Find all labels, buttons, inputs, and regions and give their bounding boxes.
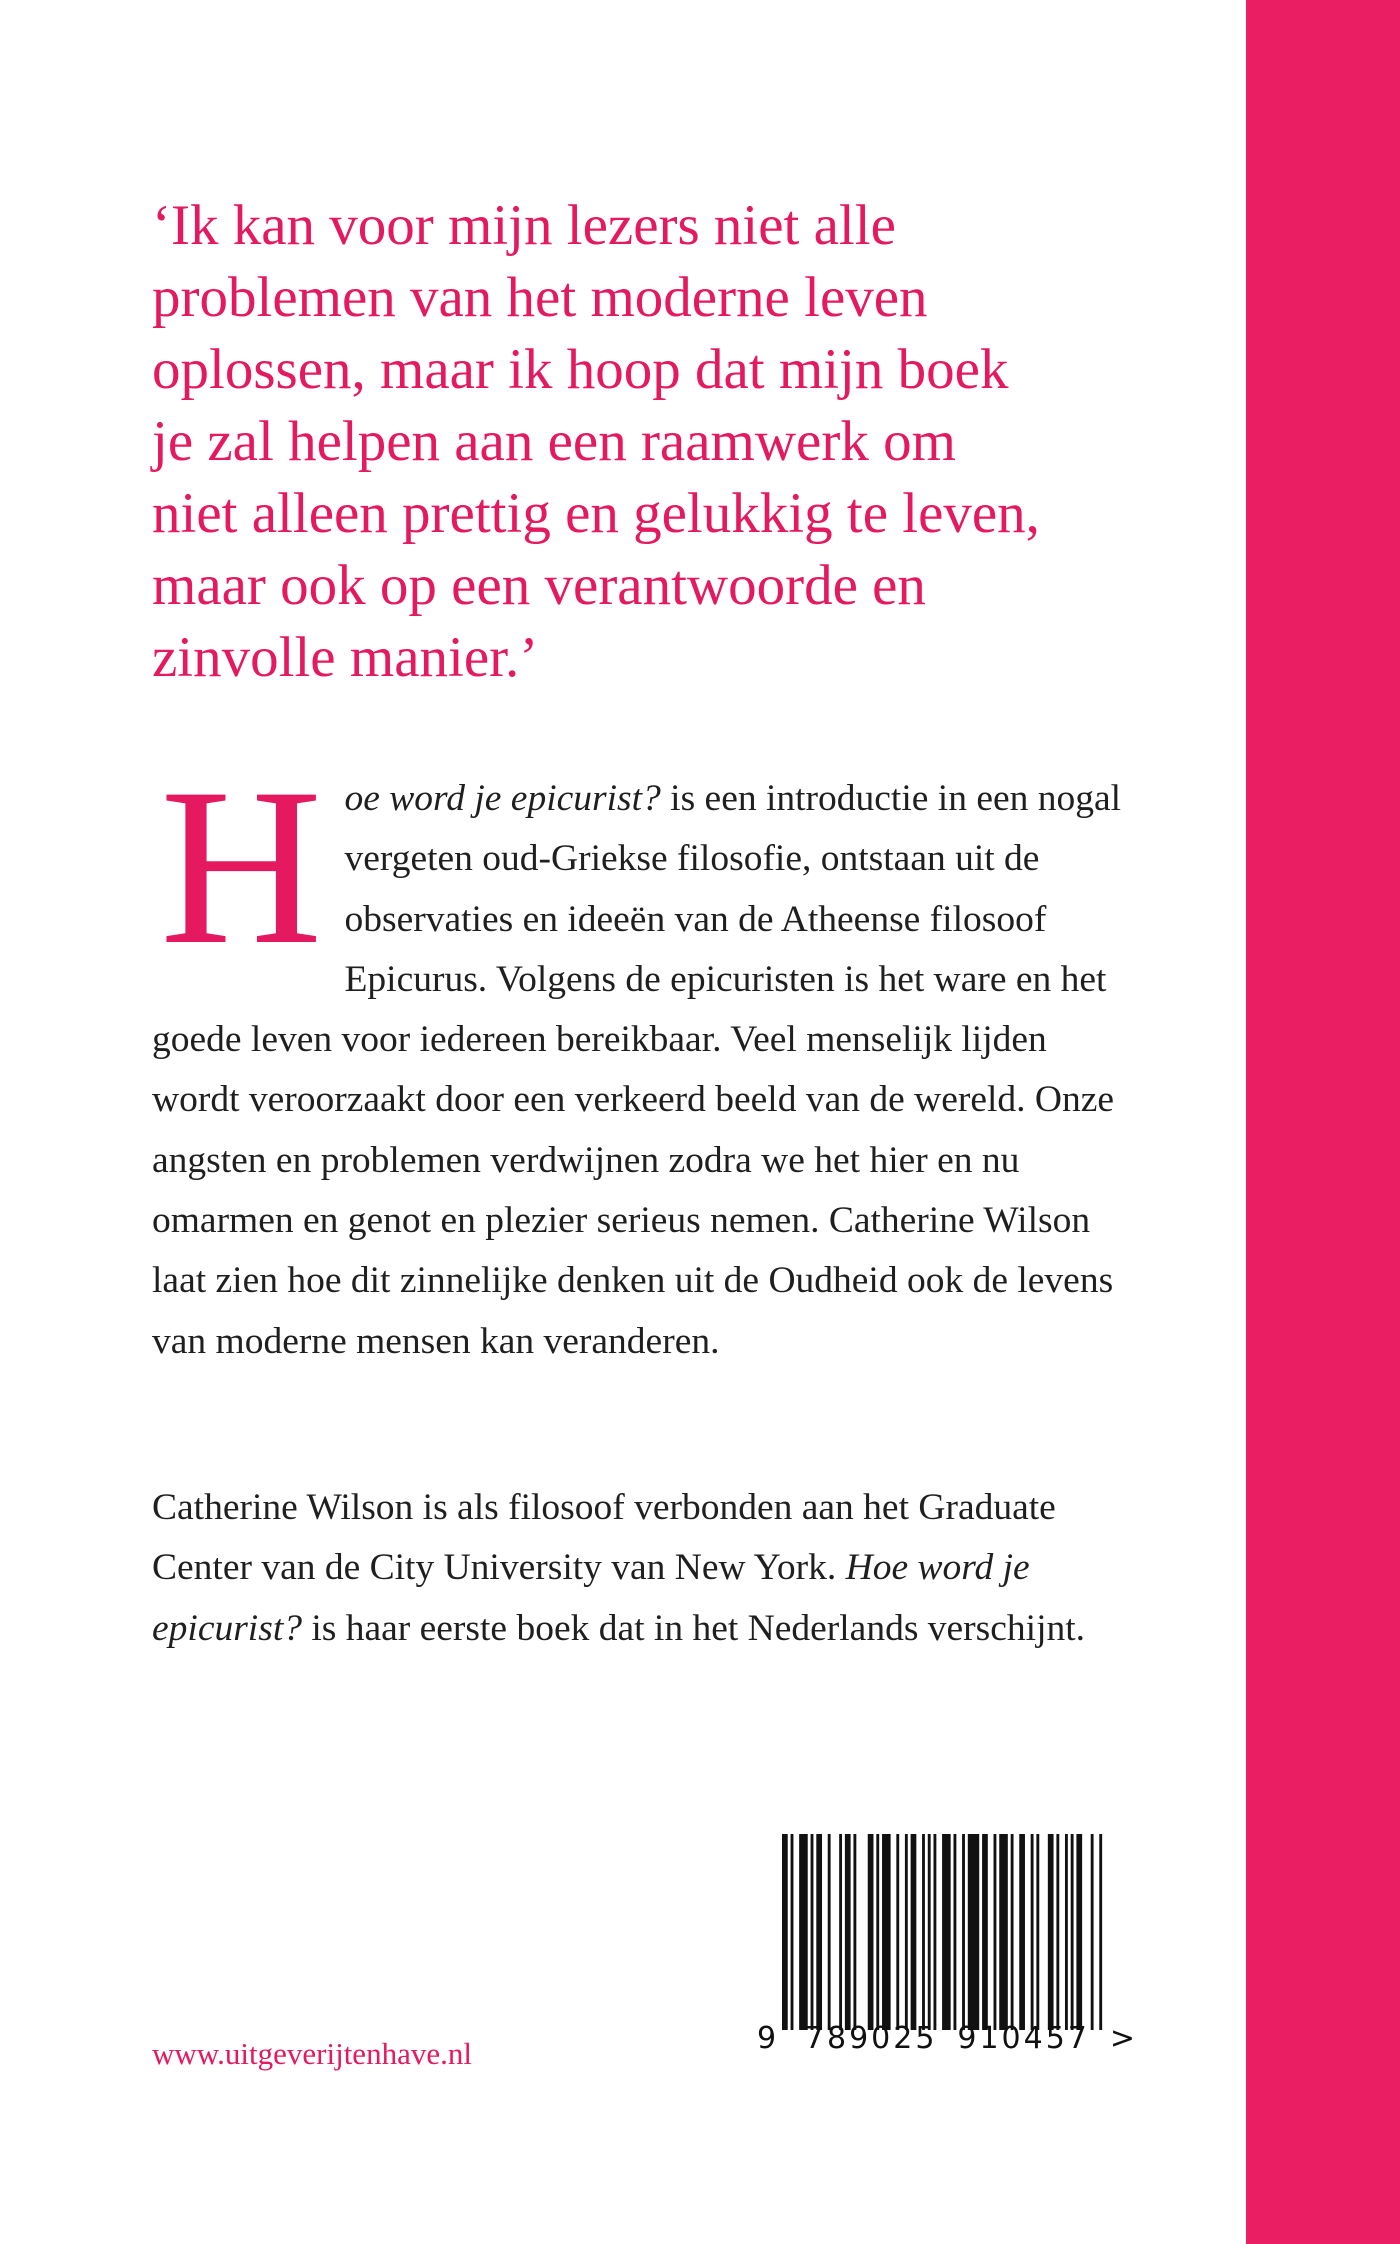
isbn-barcode	[757, 1834, 1135, 2056]
author-bio-paragraph	[152, 1478, 1122, 1659]
bio-text-before: Catherine Wilson is als filosoof verbonden aan het Graduate Center van de City University van New York.	[152, 1487, 1056, 1589]
intro-paragraph	[152, 741, 1122, 1372]
bio-book-title: Hoe word je epicurist?	[152, 1547, 1030, 1649]
intro-text: is een introductie in een nogal vergeten oud-Griekse filosofie, ontstaan uit de observaties en ideeën van de Atheense filosoof Epicurus. Volgens de epicuristen is het ware en het goede leven voor iedereen bereikbaar. Veel menselijk lijden wordt veroorzaakt door een verkeerd beeld van de wereld. Onze angsten en problemen verdwijnen zodra we het hier en nu omarmen en genot en plezier serieus nemen. Catherine Wilson laat zien hoe dit zinnelijke denken uit de Oudheid ook de levens van moderne mensen kan veranderen.	[152, 778, 1122, 1362]
intro-book-title: oe word je epicurist?	[344, 778, 661, 819]
drop-cap: H	[160, 741, 323, 991]
barcode-group-right: 910457	[957, 2021, 1090, 2056]
barcode-group-left: 789025	[804, 2021, 938, 2056]
spine-color-band	[1246, 0, 1400, 2244]
publisher-website: www.uitgeverijtenhave.nl	[152, 2036, 472, 2071]
bio-text-after: is haar eerste boek dat in het Nederlands verschijnt.	[301, 1607, 1086, 1649]
barcode-digits	[757, 2021, 1135, 2056]
barcode-bars-icon	[782, 1834, 1105, 2030]
barcode-end-mark: >	[1109, 2021, 1135, 2056]
pull-quote: ‘Ik kan voor mijn lezers niet alle problemen van het moderne leven oplossen, maar ik hoop dat mijn boek je zal helpen aan een raamwerk om niet alleen prettig en gelukkig te leven, maar ook op een verantwoorde en zinvolle manier.’	[152, 194, 1040, 689]
barcode-first-digit: 9	[757, 2021, 777, 2056]
